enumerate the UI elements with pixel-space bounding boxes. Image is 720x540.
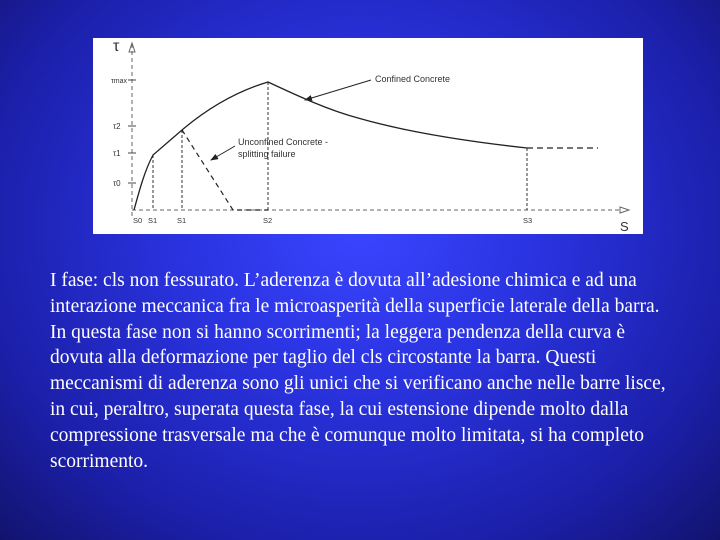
- y-tick-tau-max: τmax: [111, 78, 127, 85]
- confined-annotation-leader: [305, 80, 371, 100]
- x-axis-arrow-icon: [620, 207, 629, 213]
- x-tick-s0: S0: [133, 216, 143, 225]
- y-tick-tau-0: τ0: [113, 179, 121, 188]
- unconfined-concrete-label-line1: Unconfined Concrete -: [238, 137, 329, 147]
- slide-caption: I fase: cls non fessurato. L’aderenza è dovuta all’adesione chimica e ad una interazione meccanica fra le microasperità della superficie laterale della barra. In questa fase non si hanno scorrimenti; la leggera pendenza della curva è dovuta alla deformazione per taglio del cls circostante la barra. Questi meccanismi di aderenza sono gli unici che si verificano anche nelle barre lisce, in cui, peraltro, superata questa fase, la cui estensione dipende molto dalla compressione trasversale ma che è comunque molto limitata, si ha completo scorrimento.: [50, 270, 666, 472]
- x-tick-s3: S3: [523, 216, 533, 225]
- unconfined-concrete-label-line2: splitting failure: [238, 149, 296, 159]
- x-tick-s2: S2: [263, 216, 273, 225]
- y-axis-label: τ: [113, 38, 120, 55]
- confined-curve: [134, 82, 527, 210]
- bond-slip-diagram: [93, 38, 643, 234]
- confined-concrete-label: Confined Concrete: [375, 74, 451, 84]
- y-tick-tau-2: τ2: [113, 122, 121, 131]
- x-tick-s1: S1: [177, 216, 187, 225]
- x-tick-s1-prime: S1: [148, 216, 158, 225]
- unconfined-annotation-leader: [211, 146, 235, 160]
- x-axis-label: S: [620, 219, 629, 234]
- y-tick-tau-1: τ1: [113, 149, 121, 158]
